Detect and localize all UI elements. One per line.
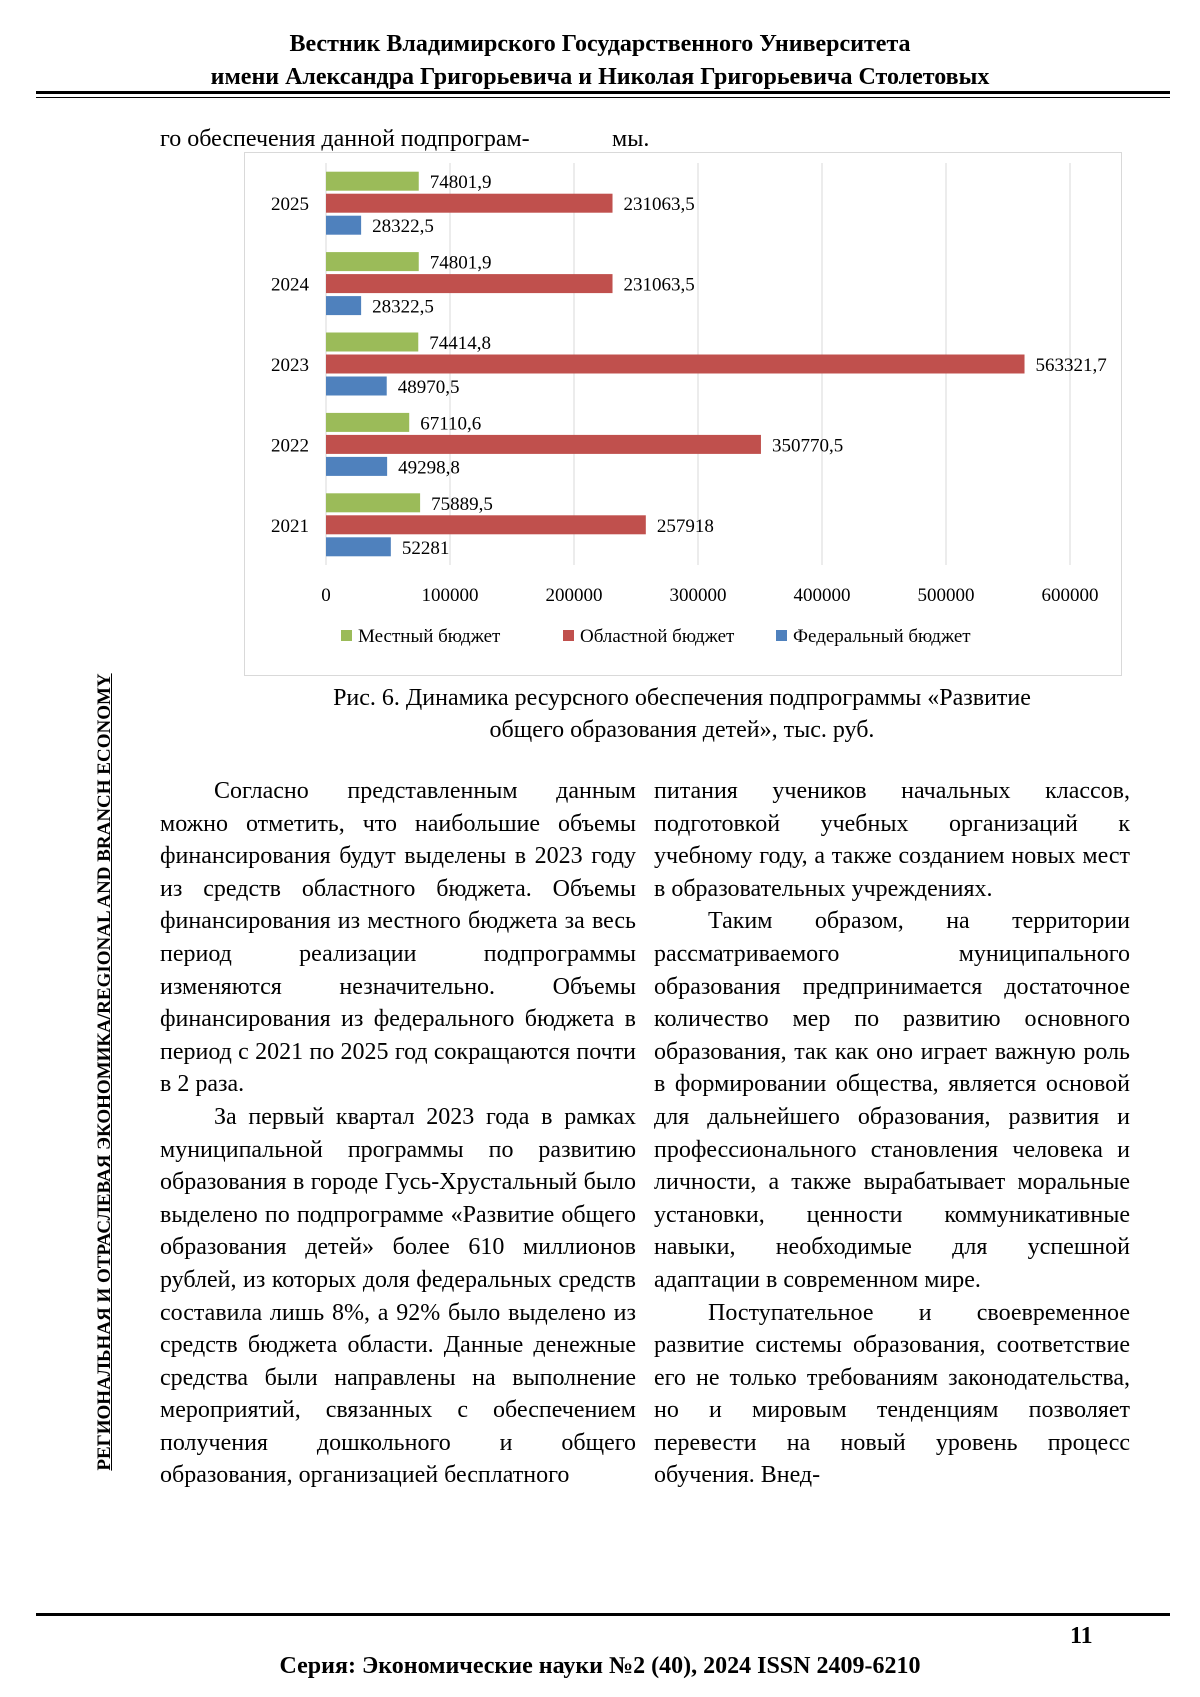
y-category-label: 2022	[271, 435, 309, 457]
journal-title-line2: имени Александра Григорьевича и Николая Григорьевича Столетовых	[210, 64, 990, 90]
bar	[326, 537, 391, 556]
bar-data-label: 49298,8	[398, 457, 460, 479]
budget-chart	[244, 152, 1122, 676]
bar	[326, 252, 419, 271]
paragraph: Таким образом, на территории рассматриваемого муниципального образования предпринимается достаточное количество мер по развитию основного образования, так как оно играет важную роль в формировании общества, является основой для дальнейшего образования, развития и профессионального становления человека и личности, а также вырабатывает моральные установки, ценности коммуникативные навыки, необходимые для успешной адаптации в современном мире.	[654, 908, 1130, 1293]
bar-data-label: 74414,8	[429, 333, 492, 354]
bar	[326, 216, 361, 235]
paragraph: питания учеников начальных классов, подготовкой учебных организаций к учебному году, а также созданием новых мест в образовательных учреждениях.	[654, 778, 1130, 902]
paragraph: Поступательное и своевременное развитие системы образования, соответствие его не только требованиям законодательства, но и мировым тенденциям позволяет перевести на новый уровень процесс обучения. Внед-	[654, 1299, 1130, 1489]
legend-label: Областной бюджет	[580, 626, 735, 647]
bar	[326, 435, 761, 454]
bar-data-label: 257918	[656, 515, 714, 537]
bar	[326, 194, 613, 213]
y-category-label: 2023	[271, 355, 309, 376]
bar	[326, 355, 1025, 374]
bar-data-label: 75889,5	[431, 493, 493, 515]
section-side-label: РЕГИОНАЛЬНАЯ И ОТРАСЛЕВАЯ ЭКОНОМИКА/REGIONAL AND BRANCH ECONOMY	[94, 673, 115, 1471]
x-tick-label: 300000	[669, 585, 727, 606]
legend-label: Федеральный бюджет	[793, 626, 971, 647]
legend-swatch	[776, 630, 787, 641]
figure-caption	[244, 682, 1120, 746]
bar-data-label: 67110,6	[420, 413, 482, 435]
page-number: 11	[1070, 1623, 1093, 1649]
x-tick-label: 600000	[1041, 585, 1099, 606]
bar	[326, 413, 409, 432]
bar-data-label: 74801,9	[429, 172, 492, 194]
caption-line2: общего образования детей», тыс. руб.	[489, 717, 875, 743]
bar-data-label: 74801,9	[429, 252, 492, 274]
paragraph: Согласно представленным данным можно отметить, что наибольшие объемы финансирования будут выделены в 2023 году из средств областного бюджета. Объемы финансирования из местного бюджета за весь период реализации подпрограммы изменяются незначительно. Объемы финансирования из федерального бюджета в период с 2021 по 2025 год сокращаются почти в 2 раза.	[160, 778, 636, 1098]
bar-data-label: 231063,5	[623, 274, 695, 296]
bar	[326, 377, 387, 396]
bar-data-label: 48970,5	[397, 377, 460, 398]
pre-chart-text-left: го обеспечения данной подпрограм-	[160, 126, 530, 152]
bar-data-label: 28322,5	[372, 216, 434, 238]
bar-data-label: 52281	[401, 537, 450, 559]
bar-data-label: 563321,7	[1035, 355, 1107, 376]
bar	[326, 274, 613, 293]
budget-bar-chart	[245, 153, 1121, 675]
x-tick-label: 200000	[545, 585, 603, 606]
y-category-label: 2025	[271, 194, 309, 216]
y-category-label: 2024	[271, 274, 309, 296]
bar-data-label: 350770,5	[771, 435, 844, 457]
right-column	[654, 775, 1130, 1492]
journal-title-line1: Вестник Владимирского Государственного Университета	[289, 31, 911, 57]
x-tick-label: 100000	[421, 585, 479, 606]
bar	[326, 493, 420, 512]
bar	[326, 296, 361, 315]
bar	[326, 172, 419, 191]
legend-swatch	[341, 630, 352, 641]
y-category-label: 2021	[271, 515, 309, 537]
series-footer: Серия: Экономические науки №2 (40), 2024 ISSN 2409-6210	[279, 1653, 921, 1679]
header-rule-thin	[36, 97, 1170, 98]
x-tick-label: 0	[321, 585, 331, 606]
left-column	[160, 775, 636, 1492]
pre-chart-text-right: мы.	[612, 126, 650, 152]
header-rule	[36, 91, 1170, 94]
paragraph: За первый квартал 2023 года в рамках муниципальной программы по развитию образования в городе Гусь-Хрустальный было выделено по подпрограмме «Развитие общего образования детей» более 610 миллионов рублей, из которых доля федеральных средств составила лишь 8%, а 92% было выделено из средств бюджета области. Данные денежные средства были направлены на выполнение мероприятий, связанных с обеспечением получения дошкольного и общего образования, организацией бесплатного	[160, 1103, 636, 1489]
bar	[326, 457, 387, 476]
bar	[326, 333, 418, 352]
legend-swatch	[563, 630, 574, 641]
bar-data-label: 231063,5	[623, 194, 695, 216]
caption-line1: Рис. 6. Динамика ресурсного обеспечения подпрограммы «Развитие	[333, 685, 1031, 711]
x-tick-label: 500000	[917, 585, 975, 606]
bar-data-label: 28322,5	[372, 296, 434, 318]
x-tick-label: 400000	[793, 585, 851, 606]
legend-label: Местный бюджет	[358, 626, 501, 647]
bar	[326, 515, 646, 534]
footer-rule	[36, 1613, 1170, 1616]
journal-header	[0, 28, 1200, 94]
